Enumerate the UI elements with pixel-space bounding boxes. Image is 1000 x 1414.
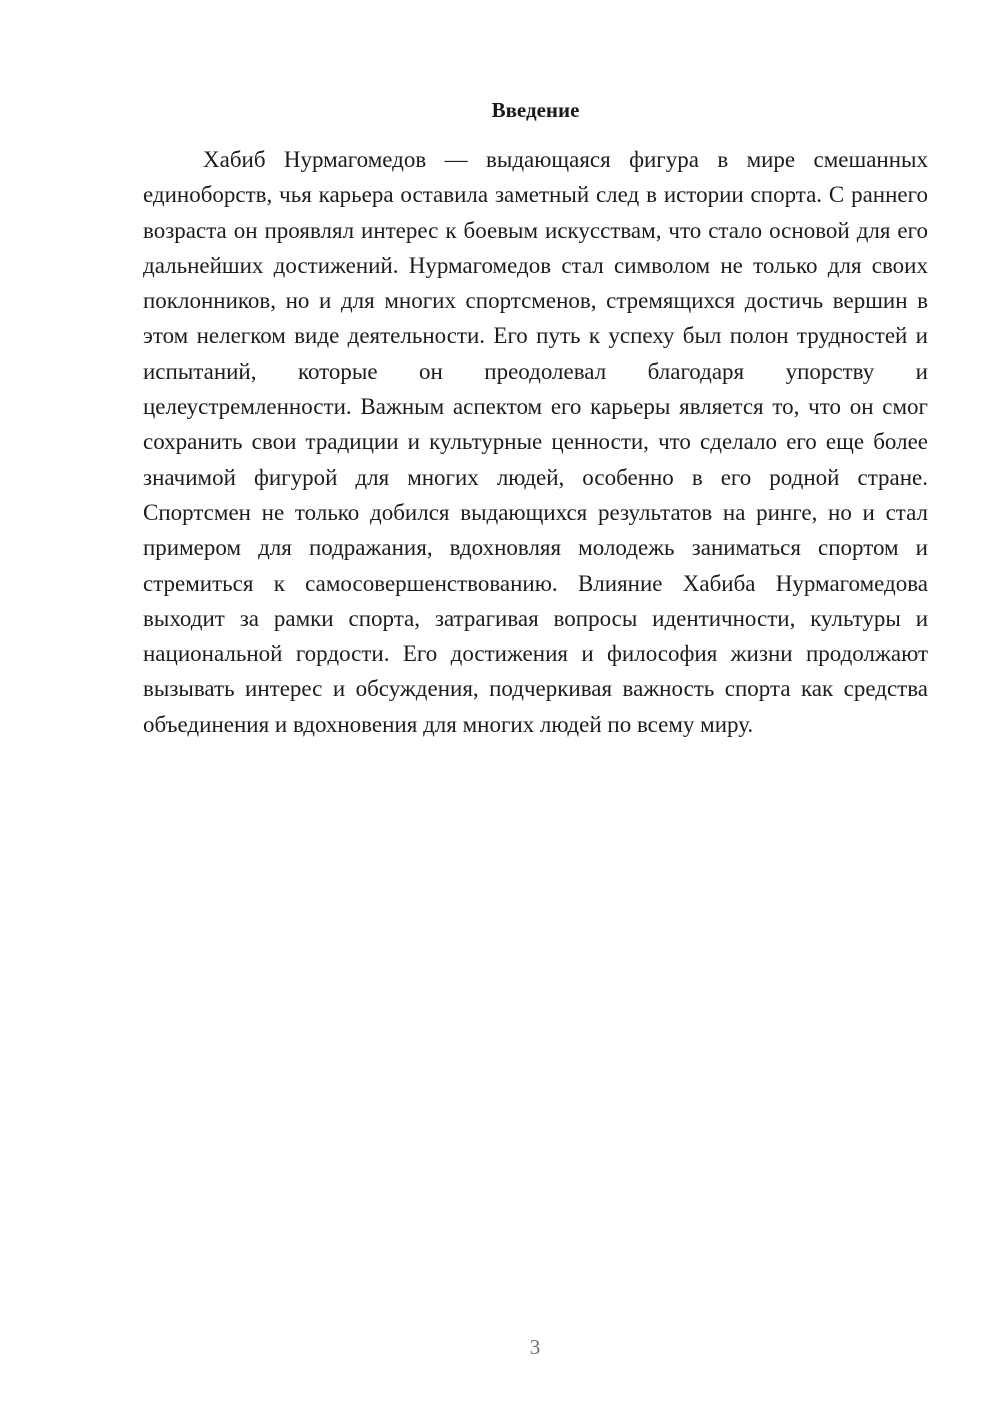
section-heading: Введение	[491, 98, 580, 122]
page-number: 3	[529, 1335, 541, 1359]
body-paragraph: Хабиб Нурмагомедов — выдающаяся фигура в мире смешанных единоборств, чья карьера оставила заметный след в истории спорта. С раннего возраста он проявлял интерес к боевым искусствам, что стало основой для его дальнейших достижений. Нурмагомедов стал символом не только для своих поклонников, но и для многих спортсменов, стремящихся достичь вершин в этом нелегком виде деятельности. Его путь к успеху был полон трудностей и испытаний, которые он преодолевал благодаря упорству и целеустремленности. Важным аспектом его карьеры является то, что он смог сохранить свои традиции и культурные ценности, что сделало его еще более значимой фигурой для многих людей, особенно в его родной стране. Спортсмен не только добился выдающихся результатов на ринге, но и стал примером для подражания, вдохновляя молодежь заниматься спортом и стремиться к самосовершенствованию. Влияние Хабиба Нурмагомедова выходит за рамки спорта, затрагивая вопросы идентичности, культуры и национальной гордости. Его достижения и философия жизни продолжают вызывать интерес и обсуждения, подчеркивая важность спорта как средства объединения и вдохновения для многих людей по всему миру.	[143, 147, 928, 737]
